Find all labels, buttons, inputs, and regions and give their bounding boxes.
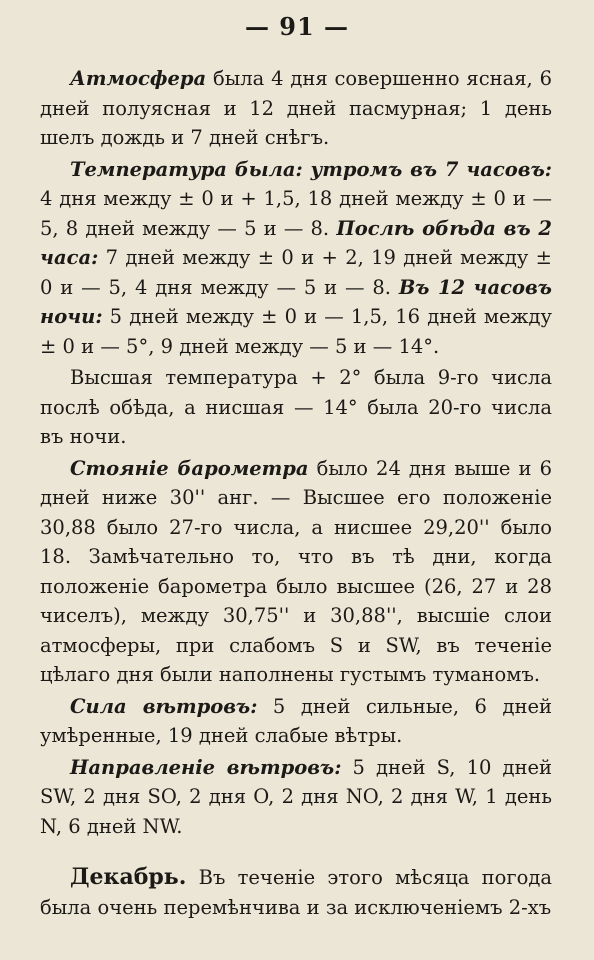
temperature-afternoon-text: 7 дней между ± 0 и + 2, 19 дней между ± 0 и — 5, 4 дня между — 5 и — 8. (40, 246, 552, 299)
page-body (40, 64, 552, 924)
barometer-label: Стояніе барометра (70, 456, 309, 480)
paragraph-barometer (40, 454, 552, 690)
paragraph-wind-direction (40, 753, 552, 842)
atmosphere-label: Атмосфера (70, 67, 207, 90)
wind-direction-label: Направленіе вѣтровъ: (70, 755, 342, 779)
atmosphere-text: была 4 дня совершенно ясная, 6 дней полуясная и 12 дней пасмурная; 1 день шелъ дождь и 7 дней снѣгъ. (40, 67, 552, 149)
wind-direction-text: 5 дней S, 10 дней SW, 2 дня SO, 2 дня O, 2 дня NO, 2 дня W, 1 день N, 6 дней NW. (40, 755, 553, 838)
temperature-afternoon-label: Послѣ обѣда въ 2 часа: (40, 216, 552, 269)
wind-strength-text: 5 дней сильные, 6 дней умѣренные, 19 дней слабые вѣтры. (40, 694, 552, 747)
paragraph-atmosphere (40, 64, 552, 153)
temperature-night-label: Въ 12 часовъ ночи: (40, 275, 552, 328)
paragraph-december (40, 863, 552, 922)
page-number: — 91 — (244, 12, 350, 41)
paragraph-high-low: Высшая температура + 2° была 9-го числа послѣ обѣда, а нисшая — 14° была 20-го числа въ ночи. (40, 366, 552, 448)
paragraph-wind-strength (40, 692, 552, 751)
wind-strength-label: Сила вѣтровъ: (70, 694, 258, 718)
december-heading: Декабрь. (70, 864, 187, 890)
temperature-morning-label: Температура была: утромъ въ 7 часовъ: (70, 157, 552, 181)
paragraph-temperature (40, 155, 552, 362)
barometer-text: было 24 дня выше и 6 дней ниже 30'' анг. — Высшее его положеніе 30,88 было 27-го числа, а нисшее 29,20'' было 18. Замѣчательно то, что въ тѣ дни, когда положеніе барометра было высшее (26, 27 и 28 чиселъ), между 30,75'' и 30,88'', высшіе слои атмосферы, при слабомъ S и SW, въ теченіе цѣлаго дня были наполнены густымъ туманомъ. (40, 456, 552, 686)
temperature-morning-text: 4 дня между ± 0 и + 1,5, 18 дней между ± 0 и — 5, 8 дней между — 5 и — 8. (40, 187, 552, 240)
temperature-night-text: 5 дней между ± 0 и — 1,5, 16 дней между ± 0 и — 5°, 9 дней между — 5 и — 14°. (40, 305, 552, 358)
december-text: Въ теченіе этого мѣсяца погода была очень перемѣнчива и за исключеніемъ 2-хъ (40, 866, 552, 919)
